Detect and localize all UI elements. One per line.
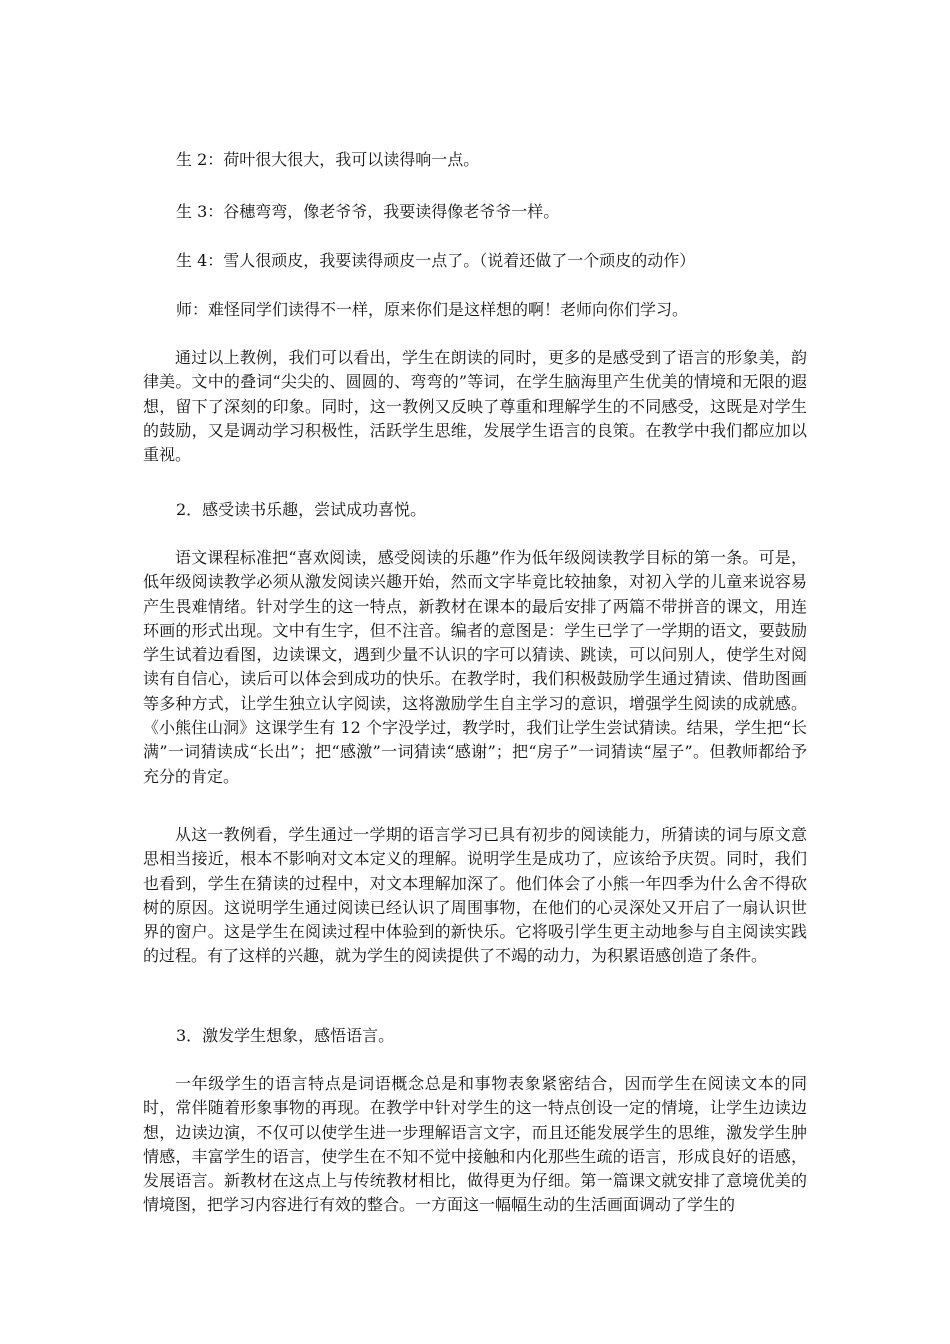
dialogue-line-student-3: 生 3：谷穗弯弯，像老爷爷，我要读得像老爷爷一样。 (176, 202, 560, 221)
paragraph-section-2-body: 语文课程标准把“喜欢阅读，感受阅读的乐趣”作为低年级阅读教学目标的第一条。可是，低年级阅读教学必须从激发阅读兴趣开始，然而文字毕竟比较抽象，对初入学的儿童来说容易产生畏难情绪。针对学生的这一特点，新教材在课本的最后安排了两篇不带拼音的课文，用连环画的形式出现。文中有生字，但不注音。编者的意图是：学生已学了一学期的语文，要鼓励学生试着边看图，边读课文，遇到少量不认识的字可以猜读、跳读，可以问别人，使学生对阅读有自信心，读后可以体会到成功的快乐。在教学时，我们积极鼓励学生通过猜读、借助图画等多种方式，让学生独立认字阅读，这将激励学生自主学习的意识，增强学生阅读的成就感。《小熊住山洞》这课学生有 12 个字没学过，教学时，我们让学生尝试猜读。结果，学生把“长满”一词猜读成“长出”；把“感激”一词猜读“感谢”；把“房子”一词猜读“屋子”。但教师都给予充分的肯定。 (143, 548, 807, 786)
document-page (143, 0, 807, 1344)
dialogue-line-student-4: 生 4：雪人很顽皮，我要读得顽皮一点了。（说着还做了一个顽皮的动作） (176, 251, 696, 270)
dialogue-line-student-2: 生 2：荷叶很大很大，我可以读得响一点。 (176, 150, 480, 169)
paragraph-analysis-1: 通过以上教例，我们可以看出，学生在朗读的同时，更多的是感受到了语言的形象美，韵律美。文中的叠词“尖尖的、圆圆的、弯弯的”等词，在学生脑海里产生优美的情境和无限的遐想，留下了深刻的印象。同时，这一教例又反映了尊重和理解学生的不同感受，这既是对学生的鼓励，又是调动学习积极性，活跃学生思维，发展学生语言的良策。在教学中我们都应加以重视。 (143, 348, 807, 465)
section-heading-3: 3．激发学生想象，感悟语言。 (176, 1026, 395, 1045)
paragraph-section-2-analysis: 从这一教例看，学生通过一学期的语言学习已具有初步的阅读能力，所猜读的词与原文意思相当接近，根本不影响对文本定义的理解。说明学生是成功了，应该给予庆贺。同时，我们也看到，学生在猜读的过程中，对文本理解加深了。他们体会了小熊一年四季为什么舍不得砍树的原因。这说明学生通过阅读已经认识了周围事物，在他们的心灵深处又开启了一扇认识世界的窗户。这是学生在阅读过程中体验到的新快乐。它将吸引学生更主动地参与自主阅读实践的过程。有了这样的兴趣，就为学生的阅读提供了不竭的动力，为积累语感创造了条件。 (143, 825, 807, 966)
section-heading-2: 2．感受读书乐趣，尝试成功喜悦。 (176, 500, 427, 519)
dialogue-line-teacher: 师：难怪同学们读得不一样，原来你们是这样想的啊！老师向你们学习。 (176, 300, 689, 319)
paragraph-section-3-body: 一年级学生的语言特点是词语概念总是和事物表象紧密结合，因而学生在阅读文本的同时，常伴随着形象事物的再现。在教学中针对学生的这一特点创设一定的情境，让学生边读边想，边读边演，不仅可以使学生进一步理解语言文字，而且还能发展学生的思维，激发学生肿情感，丰富学生的语言，使学生在不知不觉中接触和内化那些生疏的语言，形成良好的语感，发展语言。新教材在这点上与传统教材相比，做得更为仔细。第一篇课文就安排了意境优美的情境图，把学习内容进行有效的整合。一方面这一幅幅生动的生活画面调动了学生的 (143, 1074, 807, 1215)
